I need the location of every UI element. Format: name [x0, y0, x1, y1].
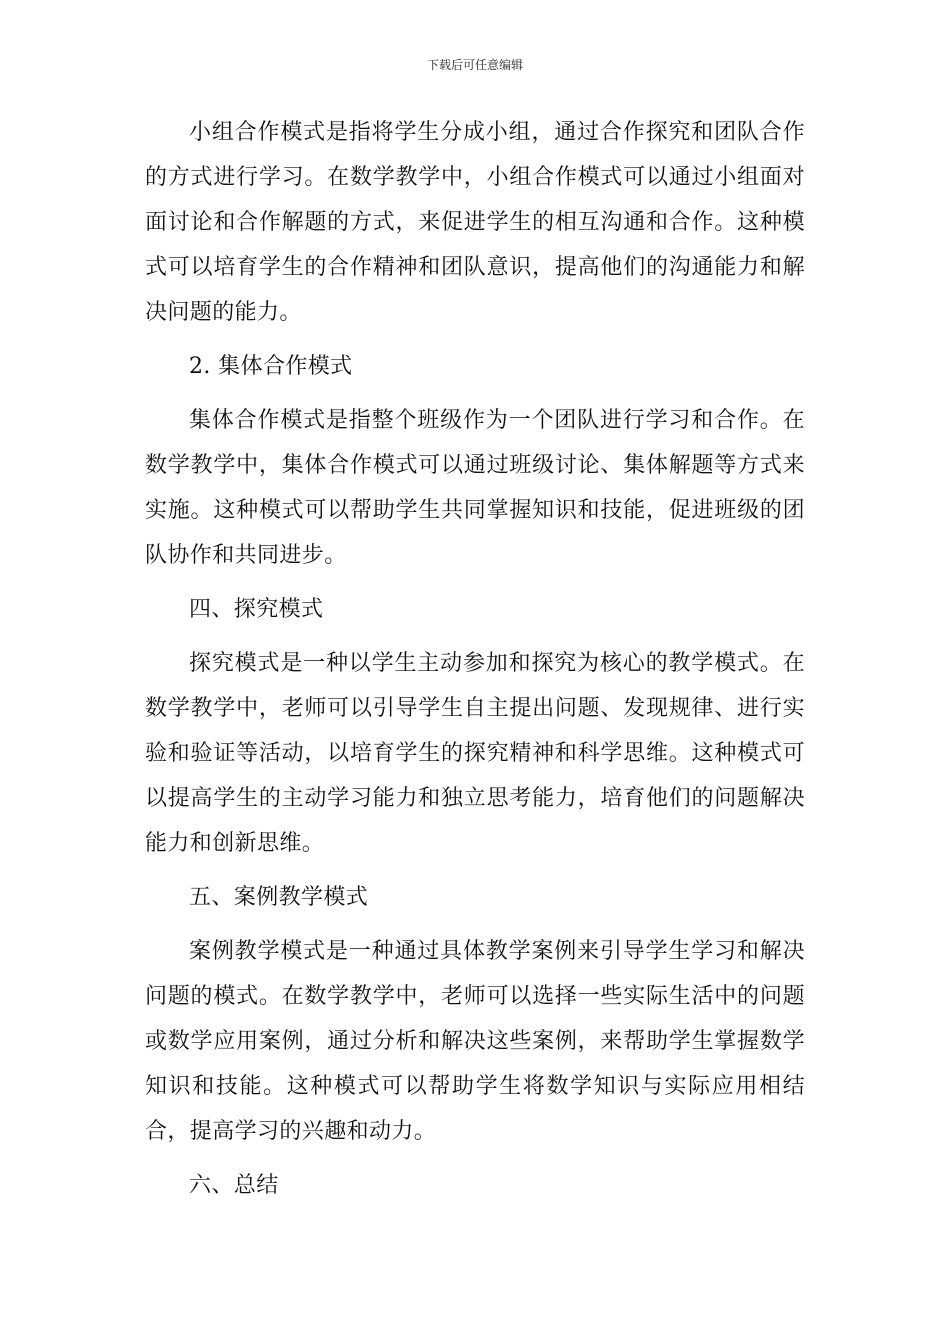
paragraph-case-teaching: 案例教学模式是一种通过具体教学案例来引导学生学习和解决问题的模式。在数学教学中，老师可以选择一些实际生活中的问题或数学应用案例，通过分析和解决这些案例，来帮助学生掌握数学知识和技能。这种模式可以帮助学生将数学知识与实际应用相结合，提高学习的兴趣和动力。: [145, 939, 805, 1144]
page-header-note: 下载后可任意编辑: [426, 58, 523, 72]
section-heading-inquiry-mode: 四、探究模式: [189, 597, 324, 622]
section-heading-collective-cooperation: 2. 集体合作模式: [189, 354, 353, 379]
section-heading-summary: 六、总结: [189, 1173, 279, 1198]
paragraph-inquiry-mode: 探究模式是一种以学生主动参加和探究为核心的教学模式。在数学教学中，老师可以引导学生自主提出问题、发现规律、进行实验和验证等活动，以培育学生的探究精神和科学思维。这种模式可以提高学生的主动学习能力和独立思考能力，培育他们的问题解决能力和创新思维。: [145, 651, 805, 856]
document-body: [145, 110, 805, 1217]
section-heading-case-teaching: 五、案例教学模式: [189, 885, 369, 910]
paragraph-group-cooperation: 小组合作模式是指将学生分成小组，通过合作探究和团队合作的方式进行学习。在数学教学中，小组合作模式可以通过小组面对面讨论和合作解题的方式，来促进学生的相互沟通和合作。这种模式可以培育学生的合作精神和团队意识，提高他们的沟通能力和解决问题的能力。: [145, 120, 805, 325]
paragraph-collective-cooperation: 集体合作模式是指整个班级作为一个团队进行学习和合作。在数学教学中，集体合作模式可以通过班级讨论、集体解题等方式来实施。这种模式可以帮助学生共同掌握知识和技能，促进班级的团队协作和共同进步。: [145, 408, 805, 568]
